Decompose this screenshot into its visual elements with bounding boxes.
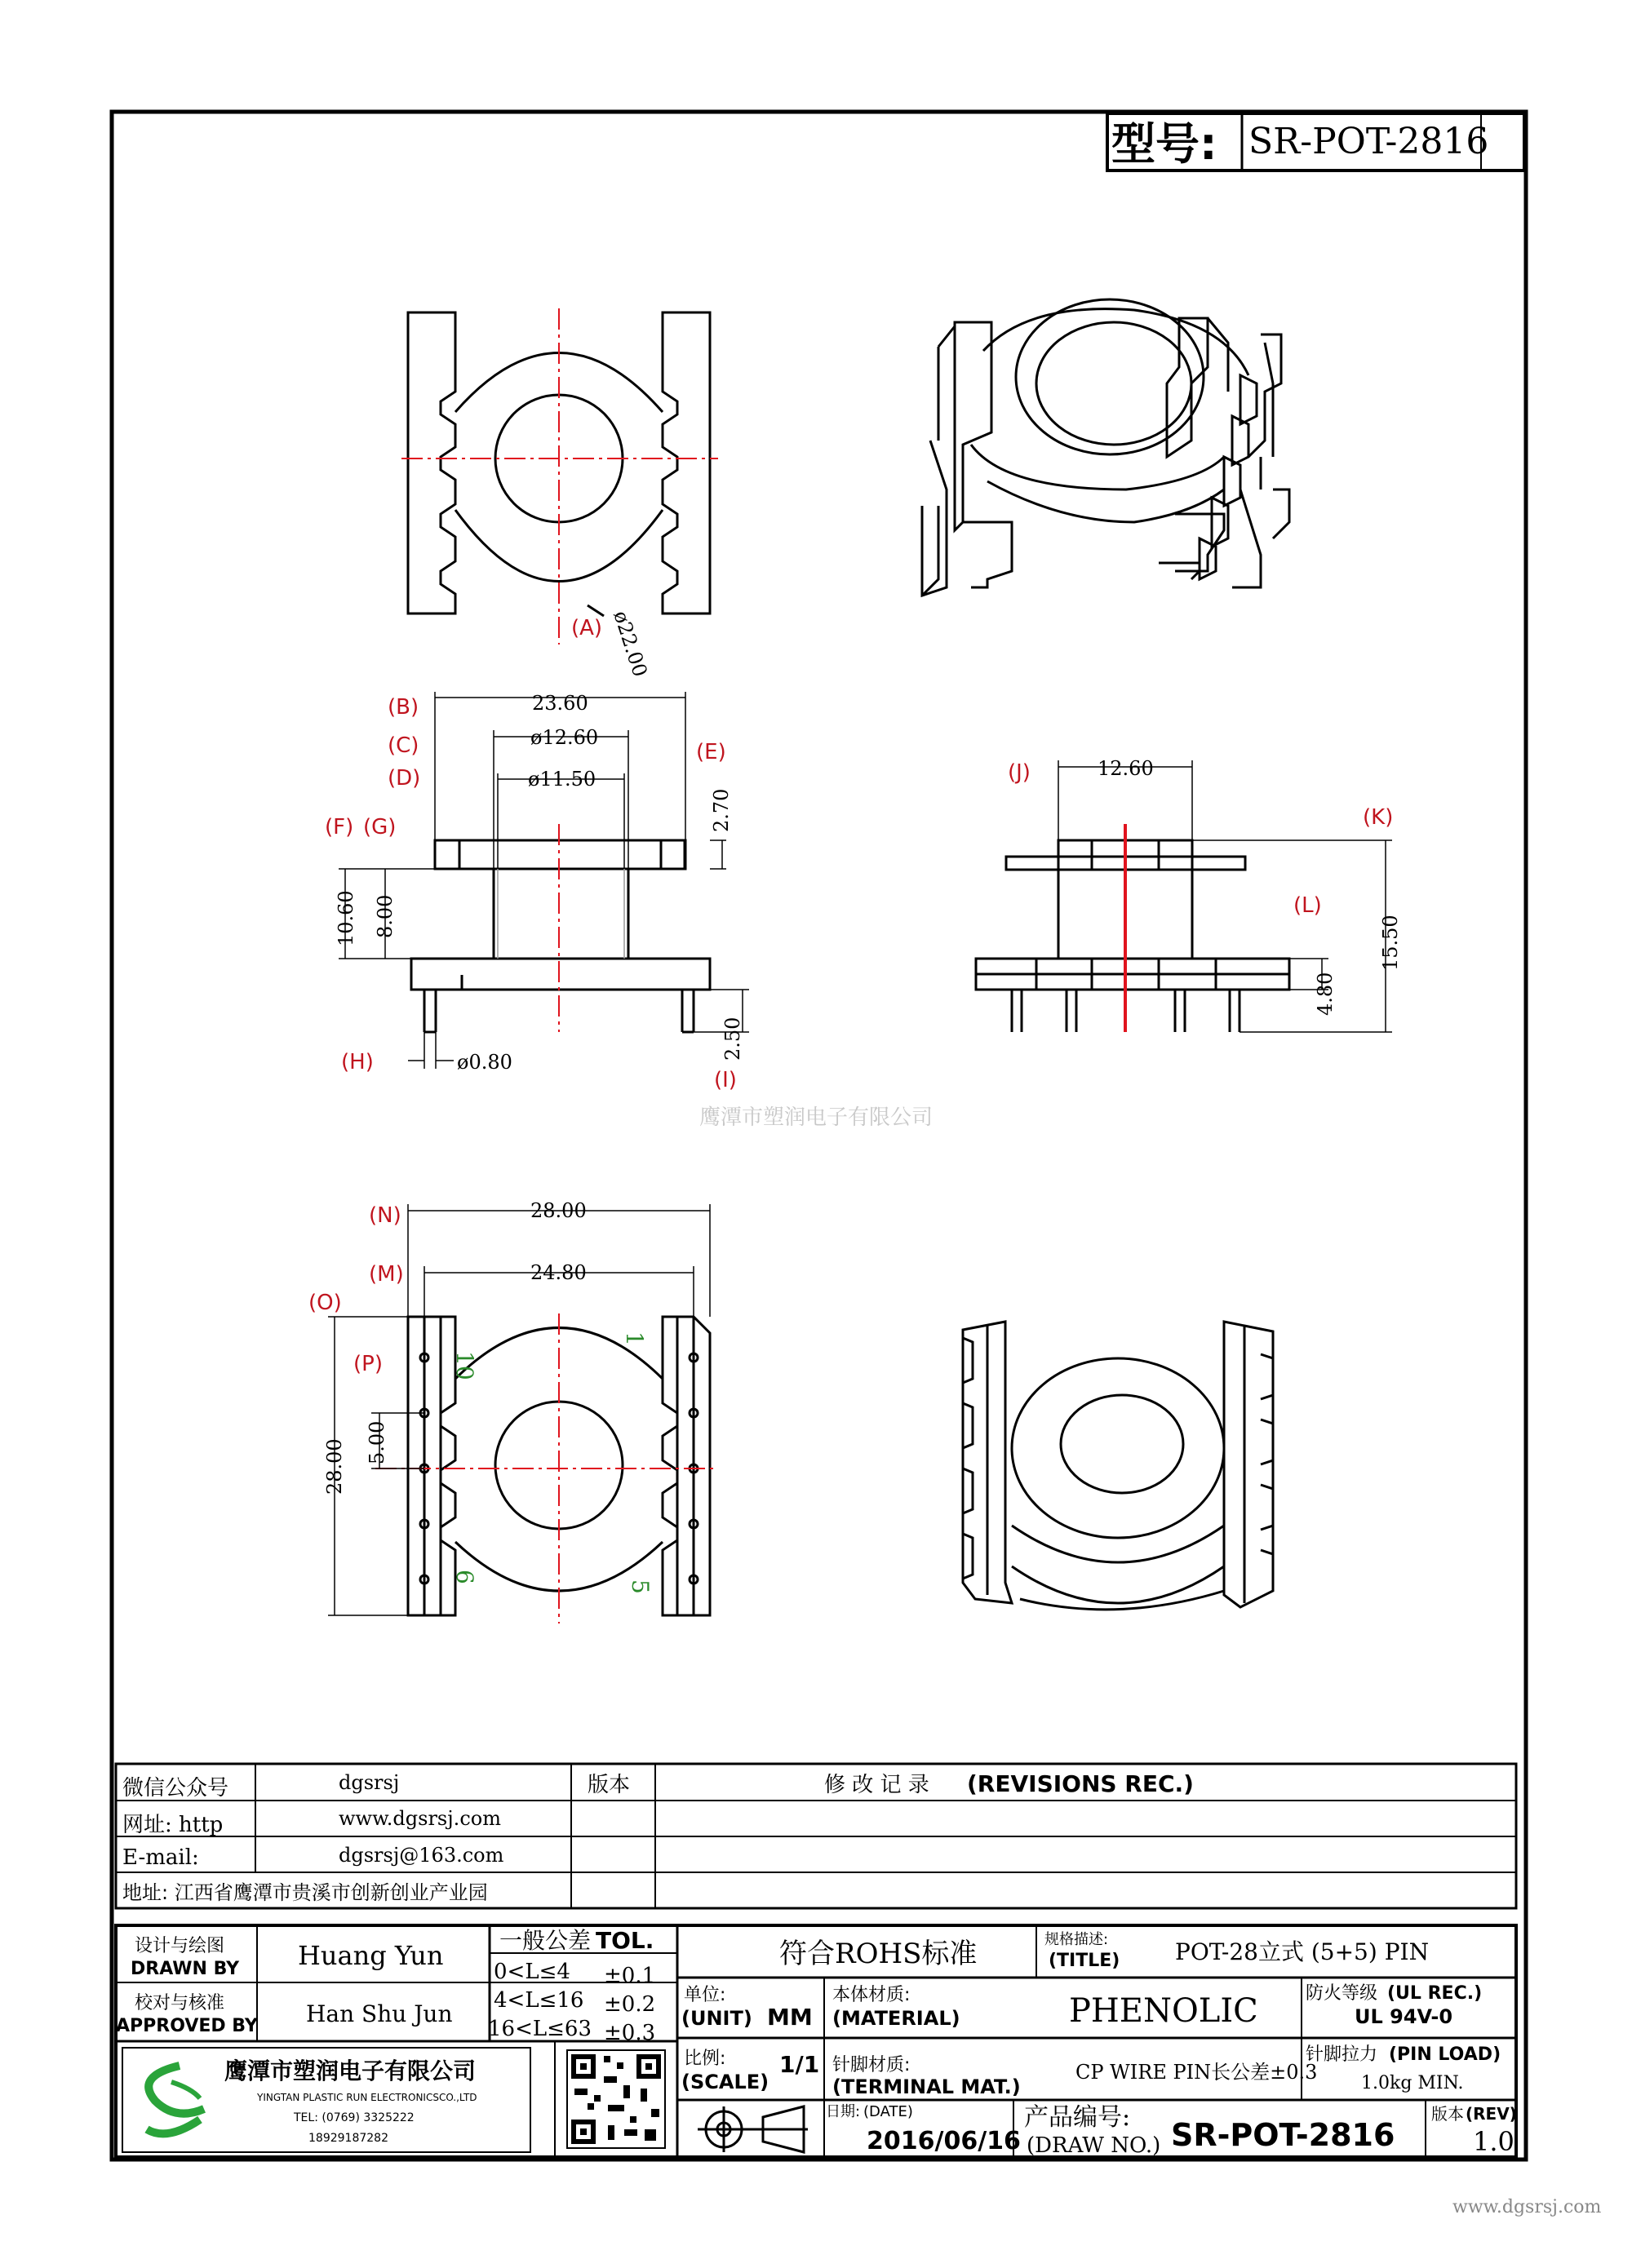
dim-l: 4.80 [1314,972,1337,1016]
contact-label-website: 网址: http [122,1813,224,1837]
dim-b: 23.60 [532,692,588,715]
approver-label-cn: 校对与核准 [135,1993,225,2013]
contact-label-wechat: 微信公众号 [122,1776,229,1801]
callout-o: (O) [308,1291,342,1315]
material-label-cn: 本体材质: [832,1985,911,2005]
side-view [411,840,710,1032]
callout-i: (I) [714,1068,737,1092]
drawno-label-en: (DRAW NO.) [1027,2133,1161,2158]
rev-label-cn: 版本 [1431,2104,1464,2124]
approver-name: Han Shu Jun [306,2000,453,2027]
drawno-value: SR-POT-2816 [1171,2117,1395,2153]
qr-code[interactable] [567,2050,665,2148]
callout-f: (F) [325,815,354,839]
spec-value: POT-28立式 (5+5) PIN [1175,1938,1430,1965]
pinload-value: 1.0kg MIN. [1361,2073,1464,2093]
designer-name: Huang Yun [298,1940,444,1971]
dim-p: 5.00 [366,1420,388,1464]
callout-c: (C) [388,733,419,758]
callout-k: (K) [1363,805,1394,830]
unit-value: MM [767,2004,813,2031]
dim-m: 24.80 [530,1261,587,1284]
tol-value-2: ±0.2 [604,1992,656,2017]
unit-label-en: (UNIT) [681,2007,752,2030]
terminal-label-cn: 针脚材质: [832,2055,911,2075]
callout-j: (J) [1008,760,1031,785]
front-view [976,840,1289,1032]
revisions-version-header: 版本 [588,1773,631,1797]
model-label: 型号: [1111,118,1217,170]
company-name-cn: 鹰潭市塑润电子有限公司 [224,2058,477,2084]
unit-label-cn: 单位: [684,1985,726,2005]
fire-label-cn: 防火等级 [1306,1983,1378,2004]
scale-label-cn: 比例: [684,2049,726,2069]
callout-l: (L) [1293,893,1322,918]
projection-symbol-icon [698,2106,808,2152]
pin-label-6: 6 [451,1570,478,1584]
spec-label-cn: 规格描述: [1044,1931,1109,1948]
dim-k: 15.50 [1379,915,1402,971]
callout-d: (D) [388,766,421,791]
fire-value: UL 94V-0 [1355,2005,1453,2028]
isometric-bottom-view [963,1322,1273,1610]
callout-n-1: (N) [369,1203,401,1228]
callout-h: (H) [341,1050,374,1074]
dim-f: 10.60 [335,890,357,946]
tol-value-1: ±0.1 [604,1964,656,1988]
callout-e: (E) [696,740,726,764]
designer-label-cn: 设计与绘图 [135,1936,225,1956]
date-value: 2016/06/16 [867,2127,1021,2155]
tol-range-1: 0<L≤4 [494,1960,570,1984]
side-view-hidden [498,869,624,959]
callout-b: (B) [388,695,419,720]
approver-label-en: APPROVED BY [116,2016,258,2036]
dim-o: 28.00 [323,1438,346,1495]
date-label-en: (DATE) [863,2103,913,2120]
tol-range-3: 16<L≤63 [488,2017,592,2041]
contact-label-email: E-mail: [122,1845,199,1870]
callout-g: (G) [363,815,397,839]
sheet-border [112,112,1526,2159]
fire-label-en: (UL REC.) [1387,1983,1483,2004]
dim-c: ø12.60 [530,726,599,749]
pin-label-5: 5 [627,1579,654,1594]
company-name-en: YINGTAN PLASTIC RUN ELECTRONICSCO.,LTD [257,2092,477,2103]
material-label-en: (MATERIAL) [832,2007,960,2030]
rohs-note: 符合ROHS标准 [779,1938,978,1970]
contact-value-website[interactable]: www.dgsrsj.com [339,1807,501,1830]
contact-value-email[interactable]: dgsrsj@163.com [339,1844,504,1867]
tol-value-3: ±0.3 [604,2021,656,2045]
isometric-view [922,299,1289,596]
scale-label-en: (SCALE) [681,2071,769,2093]
pinload-label-en: (PIN LOAD) [1389,2044,1501,2065]
callout-p: (P) [353,1352,383,1376]
rev-label-en: (REV) [1466,2104,1517,2124]
terminal-value: CP WIRE PIN长公差±0.3 [1075,2061,1318,2084]
company-tel: TEL: (0769) 3325222 [294,2111,415,2124]
company-logo-icon [147,2066,204,2133]
dim-h: ø0.80 [457,1051,512,1074]
dim-d: ø11.50 [528,768,596,791]
revisions-header-en: (REVISIONS REC.) [967,1770,1194,1797]
tol-header-en: TOL. [596,1927,654,1954]
pin-label-10: 10 [451,1351,478,1380]
dim-e: 2.70 [710,788,733,832]
pinload-label-cn: 针脚拉力 [1306,2044,1378,2065]
model-value: SR-POT-2816 [1248,121,1489,162]
watermark: 鹰潭市塑润电子有限公司 [699,1105,934,1130]
scale-value: 1/1 [779,2051,820,2078]
model-title-box [1107,113,1524,171]
terminal-label-en: (TERMINAL MAT.) [832,2075,1021,2098]
callout-n-2: (M) [369,1262,404,1287]
dim-g: 8.00 [374,894,397,938]
dim-i: 2.50 [721,1017,744,1061]
front-view-dimensions [1058,760,1392,1032]
company-mobile: 18929187282 [308,2132,388,2145]
rev-value: 1.0 [1473,2126,1514,2157]
date-label-cn: 日期: [826,2103,861,2120]
tol-range-2: 4<L≤16 [494,1988,584,2013]
dim-j: 12.60 [1098,757,1154,780]
spec-label-en: (TITLE) [1049,1951,1120,1971]
dim-a: ø22.00 [609,608,652,680]
callout-a: (A) [571,616,603,640]
tol-header-cn: 一般公差 [499,1927,592,1954]
material-value: PHENOLIC [1069,1992,1258,2030]
drawno-label-cn: 产品编号: [1024,2103,1131,2132]
revisions-header-cn: 修 改 记 录 [824,1773,929,1797]
pin-label-1: 1 [621,1331,648,1346]
designer-label-en: DRAWN BY [131,1959,240,1979]
contact-address: 地址: 江西省鹰潭市贵溪市创新创业产业园 [122,1881,488,1904]
footer-url: www.dgsrsj.com [1452,2197,1602,2217]
dim-n: 28.00 [530,1199,587,1222]
contact-value-wechat: dgsrsj [339,1771,400,1794]
